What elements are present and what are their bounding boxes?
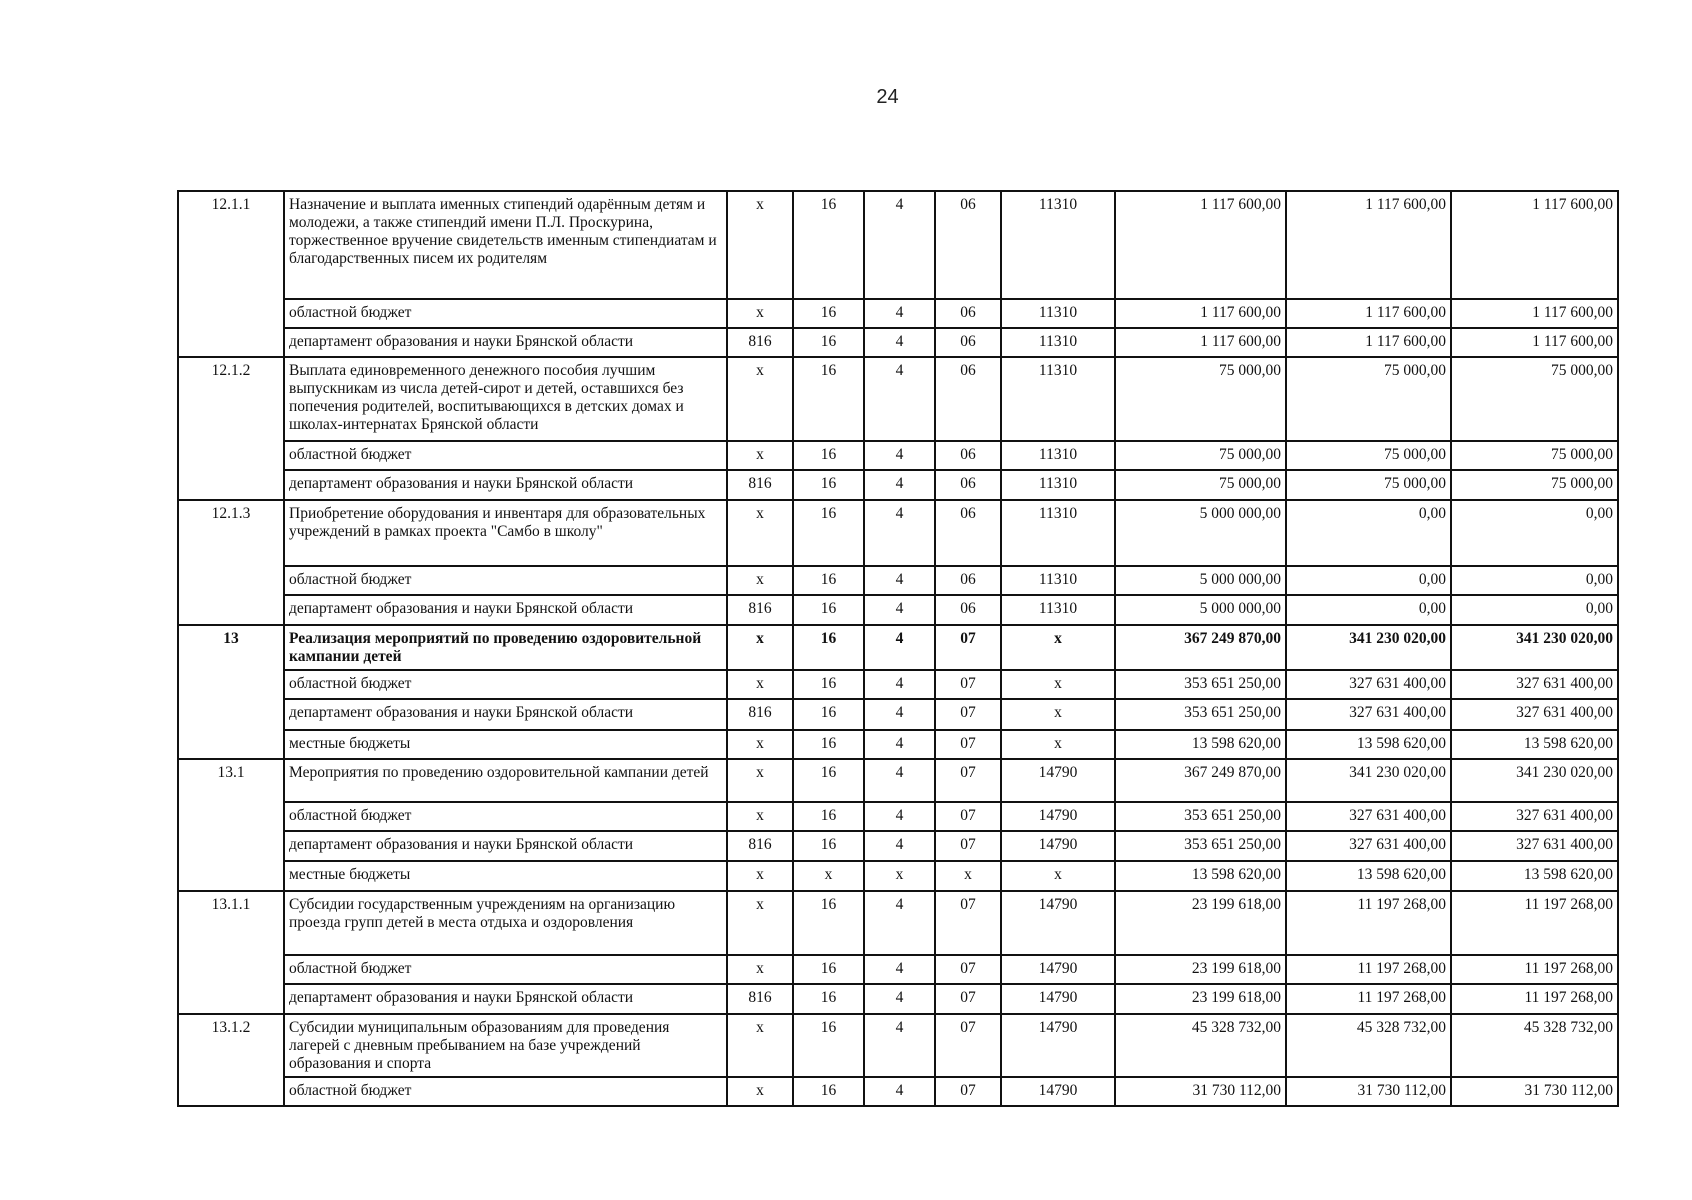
row-amount-year-2: 31 730 112,00 (1286, 1077, 1451, 1106)
row-direction-code: 14790 (1001, 802, 1115, 831)
row-amount-year-1: 5 000 000,00 (1115, 500, 1286, 566)
row-direction-code: х (1001, 730, 1115, 759)
row-amount-year-1: 353 651 250,00 (1115, 699, 1286, 730)
row-event-code: 06 (935, 191, 1001, 299)
table-row (178, 891, 1618, 955)
row-event-code: 07 (935, 759, 1001, 802)
row-amount-year-2: 341 230 020,00 (1286, 625, 1451, 670)
row-amount-year-2: 1 117 600,00 (1286, 299, 1451, 328)
row-amount-year-3: 327 631 400,00 (1451, 699, 1618, 730)
row-subprogram-code: 4 (864, 566, 935, 595)
row-event-code: 07 (935, 625, 1001, 670)
table-row (178, 299, 1618, 328)
row-subprogram-code: х (864, 861, 935, 891)
row-event-code: 07 (935, 1014, 1001, 1077)
row-number: 13 (178, 625, 284, 759)
row-event-code: 07 (935, 955, 1001, 984)
row-direction-code: 14790 (1001, 759, 1115, 802)
table-row (178, 699, 1618, 730)
row-subprogram-code: 4 (864, 831, 935, 861)
row-subprogram-code: 4 (864, 625, 935, 670)
row-amount-year-3: 45 328 732,00 (1451, 1014, 1618, 1077)
row-direction-code: 14790 (1001, 1014, 1115, 1077)
row-name: Назначение и выплата именных стипендий одарённым детям и молодежи, а также стипендий имени П.Л. Проскурина, торжественное вручение свидетельств именным стипендиатам и благодарственных писем их родителям (284, 191, 727, 299)
row-subprogram-code: 4 (864, 595, 935, 625)
row-grbs-code: 816 (727, 831, 793, 861)
row-amount-year-2: 75 000,00 (1286, 357, 1451, 441)
row-amount-year-3: 341 230 020,00 (1451, 759, 1618, 802)
row-section-code: 16 (793, 566, 864, 595)
table-row (178, 1077, 1618, 1106)
row-section-code: 16 (793, 831, 864, 861)
row-amount-year-3: 0,00 (1451, 566, 1618, 595)
row-event-code: 07 (935, 891, 1001, 955)
row-amount-year-2: 75 000,00 (1286, 441, 1451, 470)
row-name: Субсидии муниципальным образованиям для проведения лагерей с дневным пребыванием на базе учреждений образования и спорта (284, 1014, 727, 1077)
row-section-code: 16 (793, 299, 864, 328)
row-section-code: 16 (793, 699, 864, 730)
row-amount-year-3: 1 117 600,00 (1451, 328, 1618, 357)
row-amount-year-1: 5 000 000,00 (1115, 566, 1286, 595)
row-direction-code: 11310 (1001, 299, 1115, 328)
row-name: областной бюджет (284, 1077, 727, 1106)
row-grbs-code: х (727, 357, 793, 441)
row-section-code: 16 (793, 595, 864, 625)
table-row (178, 831, 1618, 861)
row-section-code: 16 (793, 470, 864, 500)
row-amount-year-1: 353 651 250,00 (1115, 831, 1286, 861)
row-name: департамент образования и науки Брянской области (284, 595, 727, 625)
row-name: областной бюджет (284, 955, 727, 984)
row-amount-year-1: 45 328 732,00 (1115, 1014, 1286, 1077)
row-number: 13.1.2 (178, 1014, 284, 1106)
row-event-code: 07 (935, 699, 1001, 730)
row-section-code: 16 (793, 1077, 864, 1106)
row-amount-year-1: 23 199 618,00 (1115, 984, 1286, 1014)
row-direction-code: 14790 (1001, 1077, 1115, 1106)
row-amount-year-3: 31 730 112,00 (1451, 1077, 1618, 1106)
table-row (178, 1014, 1618, 1077)
table-row (178, 441, 1618, 470)
row-amount-year-3: 327 631 400,00 (1451, 802, 1618, 831)
row-number: 12.1.1 (178, 191, 284, 357)
row-amount-year-3: 11 197 268,00 (1451, 891, 1618, 955)
row-section-code: 16 (793, 441, 864, 470)
row-grbs-code: 816 (727, 984, 793, 1014)
row-amount-year-2: 327 631 400,00 (1286, 699, 1451, 730)
row-amount-year-1: 13 598 620,00 (1115, 861, 1286, 891)
row-amount-year-1: 1 117 600,00 (1115, 191, 1286, 299)
row-grbs-code: х (727, 625, 793, 670)
row-amount-year-1: 23 199 618,00 (1115, 891, 1286, 955)
row-direction-code: х (1001, 699, 1115, 730)
row-amount-year-1: 75 000,00 (1115, 441, 1286, 470)
row-subprogram-code: 4 (864, 299, 935, 328)
row-event-code: 06 (935, 328, 1001, 357)
row-grbs-code: х (727, 891, 793, 955)
row-grbs-code: х (727, 566, 793, 595)
row-amount-year-3: 0,00 (1451, 500, 1618, 566)
row-amount-year-1: 75 000,00 (1115, 470, 1286, 500)
table-row (178, 802, 1618, 831)
row-grbs-code: 816 (727, 470, 793, 500)
row-amount-year-3: 75 000,00 (1451, 470, 1618, 500)
row-grbs-code: х (727, 1077, 793, 1106)
row-amount-year-3: 13 598 620,00 (1451, 730, 1618, 759)
row-amount-year-2: 0,00 (1286, 595, 1451, 625)
row-direction-code: 14790 (1001, 955, 1115, 984)
row-amount-year-2: 75 000,00 (1286, 470, 1451, 500)
table-row (178, 625, 1618, 670)
row-subprogram-code: 4 (864, 441, 935, 470)
row-amount-year-3: 327 631 400,00 (1451, 670, 1618, 699)
row-subprogram-code: 4 (864, 1077, 935, 1106)
table-row (178, 670, 1618, 699)
row-event-code: 07 (935, 730, 1001, 759)
row-grbs-code: х (727, 191, 793, 299)
row-section-code: 16 (793, 625, 864, 670)
row-direction-code: х (1001, 861, 1115, 891)
table-row (178, 328, 1618, 357)
row-amount-year-3: 75 000,00 (1451, 357, 1618, 441)
row-subprogram-code: 4 (864, 191, 935, 299)
row-direction-code: 11310 (1001, 470, 1115, 500)
row-subprogram-code: 4 (864, 328, 935, 357)
row-section-code: 16 (793, 984, 864, 1014)
row-direction-code: 14790 (1001, 891, 1115, 955)
row-name: Реализация мероприятий по проведению оздоровительной кампании детей (284, 625, 727, 670)
row-grbs-code: х (727, 1014, 793, 1077)
row-amount-year-1: 1 117 600,00 (1115, 328, 1286, 357)
row-amount-year-3: 0,00 (1451, 595, 1618, 625)
row-grbs-code: х (727, 802, 793, 831)
row-grbs-code: х (727, 730, 793, 759)
row-event-code: 07 (935, 670, 1001, 699)
table-row (178, 357, 1618, 441)
row-grbs-code: х (727, 441, 793, 470)
row-amount-year-2: 327 631 400,00 (1286, 670, 1451, 699)
row-section-code: 16 (793, 1014, 864, 1077)
row-subprogram-code: 4 (864, 500, 935, 566)
row-amount-year-3: 341 230 020,00 (1451, 625, 1618, 670)
row-section-code: 16 (793, 730, 864, 759)
row-amount-year-1: 1 117 600,00 (1115, 299, 1286, 328)
table-body (178, 191, 1618, 1106)
row-number: 12.1.2 (178, 357, 284, 500)
row-event-code: 06 (935, 470, 1001, 500)
row-event-code: 07 (935, 1077, 1001, 1106)
table-row (178, 955, 1618, 984)
row-name: областной бюджет (284, 802, 727, 831)
row-amount-year-2: 327 631 400,00 (1286, 831, 1451, 861)
row-number: 13.1.1 (178, 891, 284, 1014)
row-section-code: х (793, 861, 864, 891)
row-amount-year-1: 23 199 618,00 (1115, 955, 1286, 984)
row-grbs-code: х (727, 955, 793, 984)
row-subprogram-code: 4 (864, 670, 935, 699)
row-direction-code: 11310 (1001, 595, 1115, 625)
row-amount-year-2: 0,00 (1286, 566, 1451, 595)
row-grbs-code: х (727, 861, 793, 891)
row-section-code: 16 (793, 891, 864, 955)
row-subprogram-code: 4 (864, 357, 935, 441)
row-section-code: 16 (793, 500, 864, 566)
row-name: областной бюджет (284, 299, 727, 328)
row-direction-code: х (1001, 670, 1115, 699)
row-grbs-code: х (727, 759, 793, 802)
table-row (178, 595, 1618, 625)
row-direction-code: 11310 (1001, 328, 1115, 357)
row-name: департамент образования и науки Брянской области (284, 470, 727, 500)
row-amount-year-2: 13 598 620,00 (1286, 730, 1451, 759)
row-grbs-code: 816 (727, 699, 793, 730)
row-event-code: 07 (935, 984, 1001, 1014)
page-number: 24 (876, 86, 899, 108)
row-section-code: 16 (793, 955, 864, 984)
row-amount-year-2: 11 197 268,00 (1286, 984, 1451, 1014)
row-subprogram-code: 4 (864, 730, 935, 759)
row-name: областной бюджет (284, 670, 727, 699)
table-row (178, 566, 1618, 595)
row-subprogram-code: 4 (864, 759, 935, 802)
row-name: департамент образования и науки Брянской области (284, 699, 727, 730)
row-section-code: 16 (793, 670, 864, 699)
row-event-code: 06 (935, 441, 1001, 470)
row-name: департамент образования и науки Брянской области (284, 831, 727, 861)
row-name: Приобретение оборудования и инвентаря для образовательных учреждений в рамках проекта "Самбо в школу" (284, 500, 727, 566)
row-amount-year-2: 341 230 020,00 (1286, 759, 1451, 802)
table-row (178, 470, 1618, 500)
row-amount-year-3: 11 197 268,00 (1451, 984, 1618, 1014)
row-amount-year-1: 353 651 250,00 (1115, 802, 1286, 831)
table-row (178, 759, 1618, 802)
row-direction-code: 11310 (1001, 500, 1115, 566)
row-event-code: 06 (935, 500, 1001, 566)
row-direction-code: 11310 (1001, 191, 1115, 299)
row-subprogram-code: 4 (864, 1014, 935, 1077)
row-grbs-code: х (727, 299, 793, 328)
row-name: Субсидии государственным учреждениям на организацию проезда групп детей в места отдыха и оздоровления (284, 891, 727, 955)
row-amount-year-2: 11 197 268,00 (1286, 955, 1451, 984)
row-amount-year-3: 1 117 600,00 (1451, 191, 1618, 299)
row-subprogram-code: 4 (864, 699, 935, 730)
row-amount-year-3: 13 598 620,00 (1451, 861, 1618, 891)
row-direction-code: х (1001, 625, 1115, 670)
row-amount-year-2: 327 631 400,00 (1286, 802, 1451, 831)
row-event-code: 06 (935, 595, 1001, 625)
row-grbs-code: 816 (727, 328, 793, 357)
row-subprogram-code: 4 (864, 802, 935, 831)
row-number: 13.1 (178, 759, 284, 891)
row-subprogram-code: 4 (864, 470, 935, 500)
row-number: 12.1.3 (178, 500, 284, 625)
row-name: областной бюджет (284, 441, 727, 470)
row-name: Мероприятия по проведению оздоровительной кампании детей (284, 759, 727, 802)
row-amount-year-1: 13 598 620,00 (1115, 730, 1286, 759)
table-row (178, 984, 1618, 1014)
row-amount-year-3: 1 117 600,00 (1451, 299, 1618, 328)
row-name: Выплата единовременного денежного пособия лучшим выпускникам из числа детей-сирот и детей, оставшихся без попечения родителей, воспитывающихся в детских домах и школах-интернатах Брянской области (284, 357, 727, 441)
row-name: департамент образования и науки Брянской области (284, 984, 727, 1014)
row-amount-year-2: 0,00 (1286, 500, 1451, 566)
row-event-code: х (935, 861, 1001, 891)
row-section-code: 16 (793, 328, 864, 357)
row-amount-year-1: 75 000,00 (1115, 357, 1286, 441)
row-direction-code: 11310 (1001, 357, 1115, 441)
row-amount-year-1: 353 651 250,00 (1115, 670, 1286, 699)
row-grbs-code: х (727, 670, 793, 699)
row-amount-year-2: 13 598 620,00 (1286, 861, 1451, 891)
row-event-code: 06 (935, 357, 1001, 441)
row-name: департамент образования и науки Брянской области (284, 328, 727, 357)
row-direction-code: 14790 (1001, 984, 1115, 1014)
row-section-code: 16 (793, 191, 864, 299)
budget-table (177, 190, 1619, 1107)
row-section-code: 16 (793, 357, 864, 441)
row-amount-year-2: 45 328 732,00 (1286, 1014, 1451, 1077)
row-direction-code: 14790 (1001, 831, 1115, 861)
row-event-code: 06 (935, 299, 1001, 328)
row-subprogram-code: 4 (864, 955, 935, 984)
row-amount-year-1: 367 249 870,00 (1115, 625, 1286, 670)
row-amount-year-2: 1 117 600,00 (1286, 328, 1451, 357)
row-subprogram-code: 4 (864, 984, 935, 1014)
row-amount-year-3: 75 000,00 (1451, 441, 1618, 470)
row-event-code: 06 (935, 566, 1001, 595)
row-name: местные бюджеты (284, 861, 727, 891)
row-amount-year-2: 1 117 600,00 (1286, 191, 1451, 299)
row-name: областной бюджет (284, 566, 727, 595)
row-event-code: 07 (935, 802, 1001, 831)
row-amount-year-3: 327 631 400,00 (1451, 831, 1618, 861)
table-row (178, 730, 1618, 759)
row-section-code: 16 (793, 759, 864, 802)
table-row (178, 500, 1618, 566)
row-amount-year-1: 5 000 000,00 (1115, 595, 1286, 625)
row-section-code: 16 (793, 802, 864, 831)
row-grbs-code: х (727, 500, 793, 566)
table-row (178, 861, 1618, 891)
row-grbs-code: 816 (727, 595, 793, 625)
row-amount-year-1: 31 730 112,00 (1115, 1077, 1286, 1106)
row-subprogram-code: 4 (864, 891, 935, 955)
row-amount-year-3: 11 197 268,00 (1451, 955, 1618, 984)
row-event-code: 07 (935, 831, 1001, 861)
row-amount-year-2: 11 197 268,00 (1286, 891, 1451, 955)
row-direction-code: 11310 (1001, 566, 1115, 595)
row-name: местные бюджеты (284, 730, 727, 759)
row-direction-code: 11310 (1001, 441, 1115, 470)
row-amount-year-1: 367 249 870,00 (1115, 759, 1286, 802)
table-row (178, 191, 1618, 299)
